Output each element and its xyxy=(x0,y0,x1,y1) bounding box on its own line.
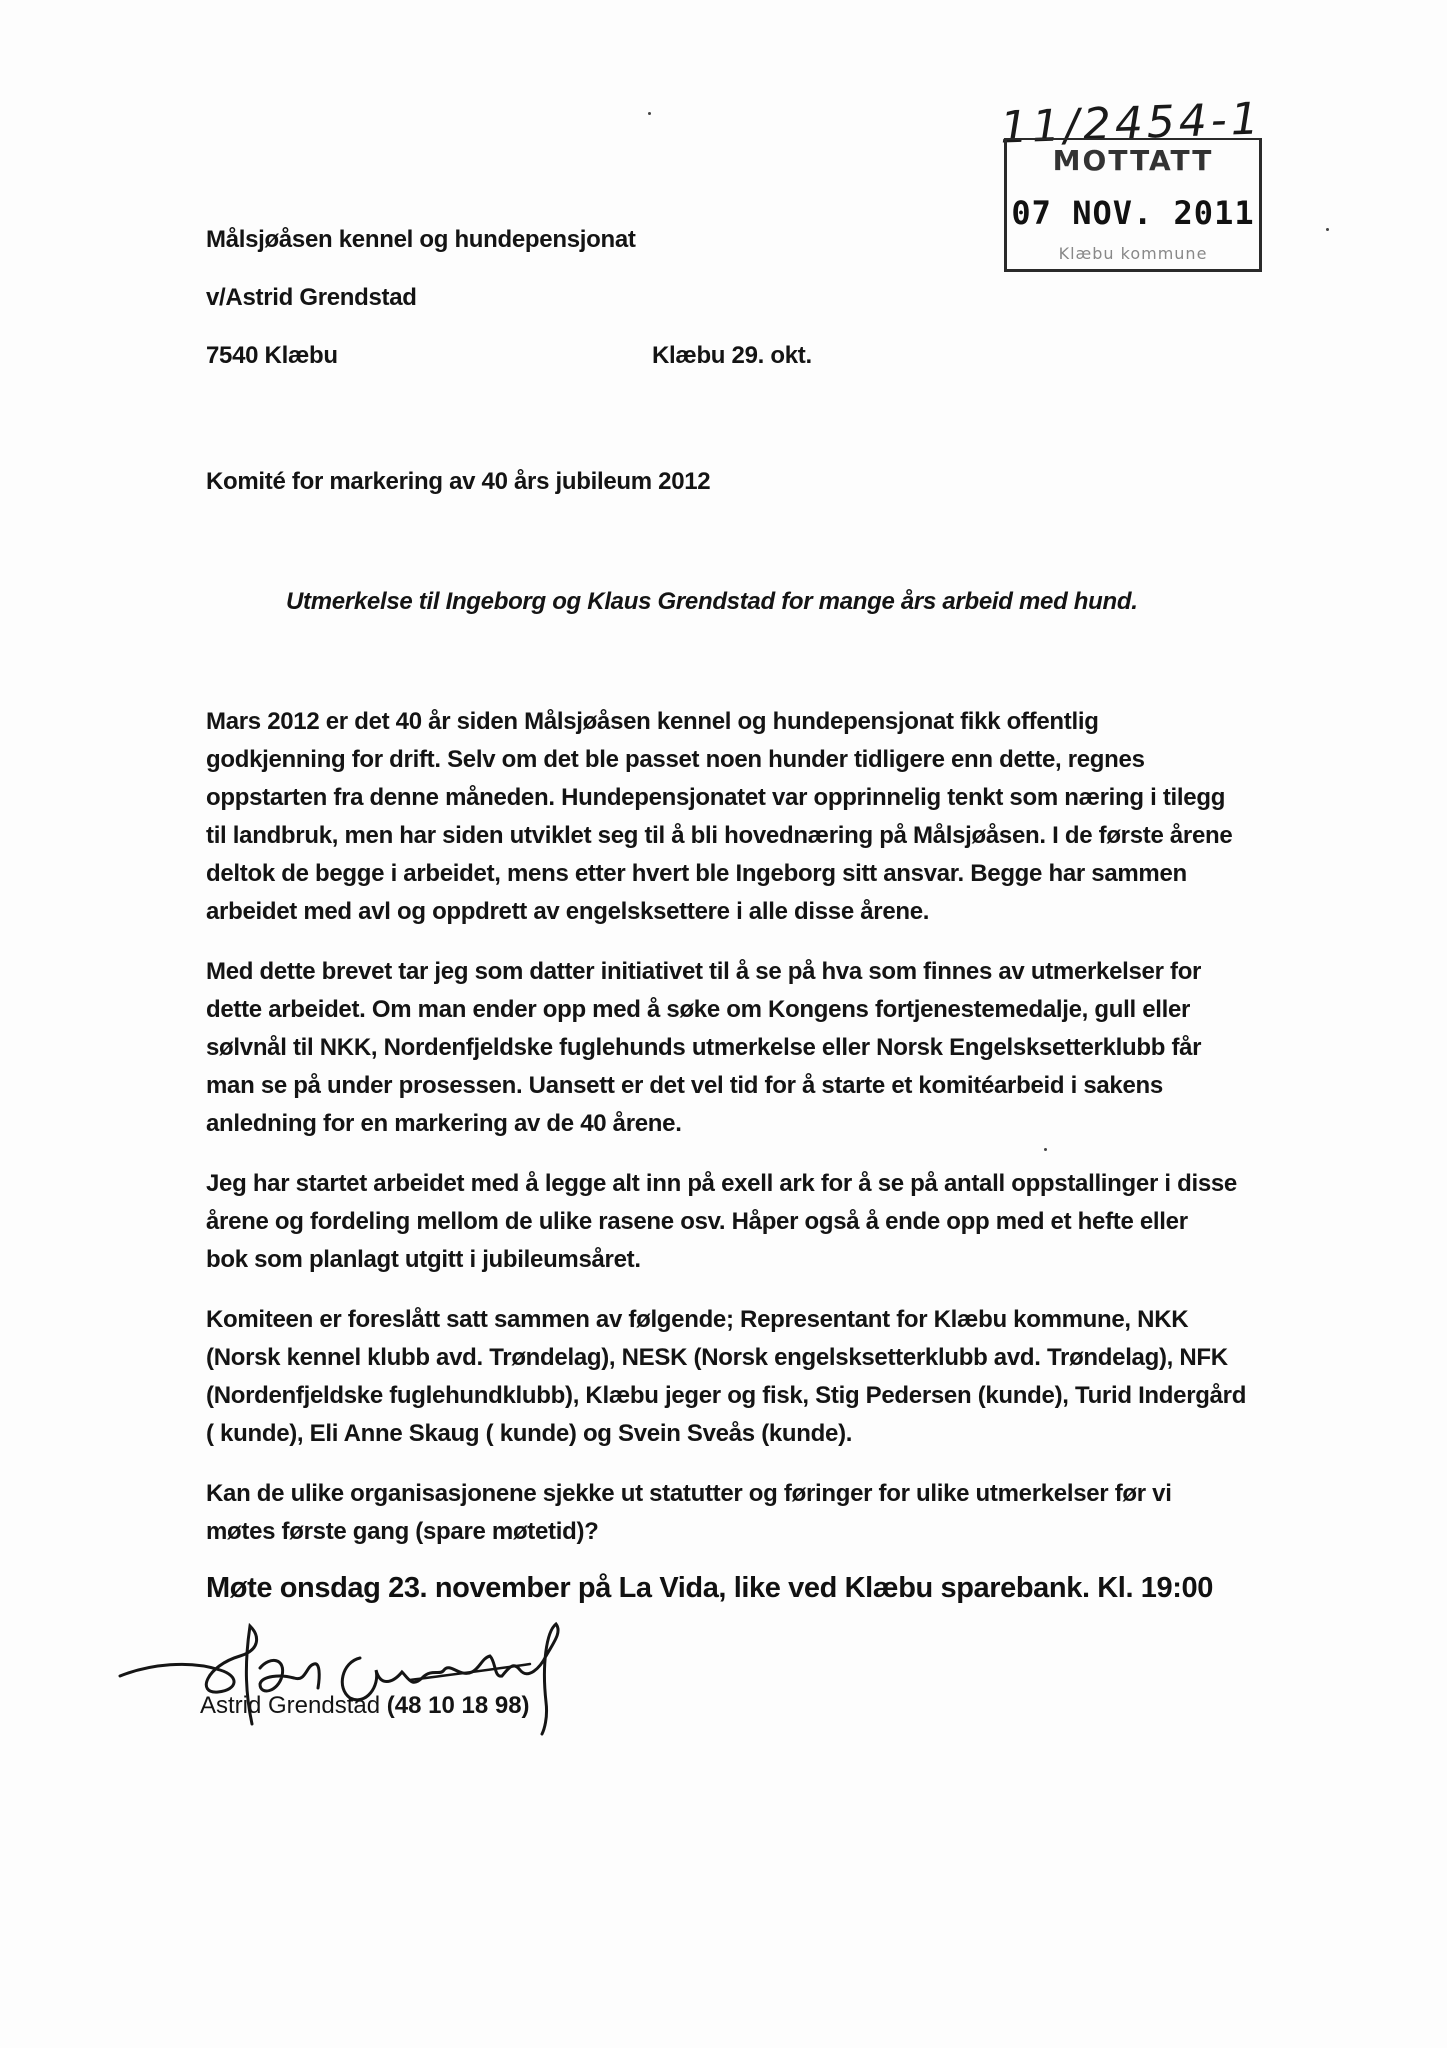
stamp-date: 07 NOV. 2011 xyxy=(1011,194,1255,232)
scan-speck xyxy=(1326,228,1329,231)
scan-speck xyxy=(1044,1148,1047,1151)
paragraph-line: møtes første gang (spare møtetid)? xyxy=(206,1518,599,1545)
paragraph-line: Med dette brevet tar jeg som datter initiativet til å se på hva som finnes av utmerkelser for xyxy=(206,958,1202,985)
paragraph-line: dette arbeidet. Om man ender opp med å søke om Kongens fortjenestemedalje, gull eller xyxy=(206,996,1191,1023)
paragraph-line: Mars 2012 er det 40 år siden Målsjøåsen kennel og hundepensjonat fikk offentlig xyxy=(206,708,1099,735)
paragraph-line: oppstarten fra denne måneden. Hundepensjonatet var opprinnelig tenkt som næring i tilegg xyxy=(206,784,1226,811)
paragraph-line: man se på under prosessen. Uansett er det vel tid for å starte et komitéarbeid i sakens xyxy=(206,1072,1163,1099)
paragraph-line: årene og fordeling mellom de ulike rasene osv. Håper også å ende opp med et hefte eller xyxy=(206,1208,1188,1235)
place-date: Klæbu 29. okt. xyxy=(652,342,812,369)
signature-name: Astrid Grendstad xyxy=(200,1692,381,1719)
subject-heading: Utmerkelse til Ingeborg og Klaus Grendstad for mange års arbeid med hund. xyxy=(286,588,1138,615)
signature-line xyxy=(200,1692,530,1720)
registration-number: 11/2454-1 xyxy=(999,93,1264,154)
sender-name: Målsjøåsen kennel og hundepensjonat xyxy=(206,226,636,253)
recipient: Komité for markering av 40 års jubileum 2012 xyxy=(206,468,711,495)
scan-speck xyxy=(648,112,651,115)
paragraph-line: til landbruk, men har siden utviklet seg til å bli hovednæring på Målsjøåsen. I de første årene xyxy=(206,822,1233,849)
paragraph-line: (Norsk kennel klubb avd. Trøndelag), NESK (Norsk engelsksetterklubb avd. Trøndelag), NFK xyxy=(206,1344,1228,1371)
paragraph-line: (Nordenfjeldske fuglehundklubb), Klæbu jeger og fisk, Stig Pedersen (kunde), Turid Indergård xyxy=(206,1382,1247,1409)
paragraph-line: arbeidet med avl og oppdrett av engelsksettere i alle disse årene. xyxy=(206,898,930,925)
paragraph-line: Kan de ulike organisasjonene sjekke ut statutter og føringer for ulike utmerkelser før vi xyxy=(206,1480,1172,1507)
meeting-notice: Møte onsdag 23. november på La Vida, like ved Klæbu sparebank. Kl. 19:00 xyxy=(206,1572,1213,1604)
paragraph-line: Komiteen er foreslått satt sammen av følgende; Representant for Klæbu kommune, NKK xyxy=(206,1306,1189,1333)
paragraph-line: sølvnål til NKK, Nordenfjeldske fuglehunds utmerkelse eller Norsk Engelsksetterklubb får xyxy=(206,1034,1202,1061)
received-stamp xyxy=(1004,138,1262,272)
paragraph-line: Jeg har startet arbeidet med å legge alt inn på exell ark for å se på antall oppstallinger i disse xyxy=(206,1170,1237,1197)
paragraph-line: bok som planlagt utgitt i jubileumsåret. xyxy=(206,1246,641,1273)
paragraph-line: deltok de begge i arbeidet, mens etter hvert ble Ingeborg sitt ansvar. Begge har sammen xyxy=(206,860,1187,887)
sender-attention: v/Astrid Grendstad xyxy=(206,284,417,311)
paragraph-line: godkjenning for drift. Selv om det ble passet noen hunder tidligere enn dette, regnes xyxy=(206,746,1145,773)
signature-phone: (48 10 18 98) xyxy=(386,1692,530,1719)
stamp-title: MOTTATT xyxy=(1052,144,1214,177)
paragraph-line: ( kunde), Eli Anne Skaug ( kunde) og Svein Sveås (kunde). xyxy=(206,1420,853,1447)
paragraph-line: anledning for en markering av de 40 årene. xyxy=(206,1110,682,1137)
stamp-organization: Klæbu kommune xyxy=(1058,244,1208,263)
sender-address: 7540 Klæbu xyxy=(206,342,338,369)
